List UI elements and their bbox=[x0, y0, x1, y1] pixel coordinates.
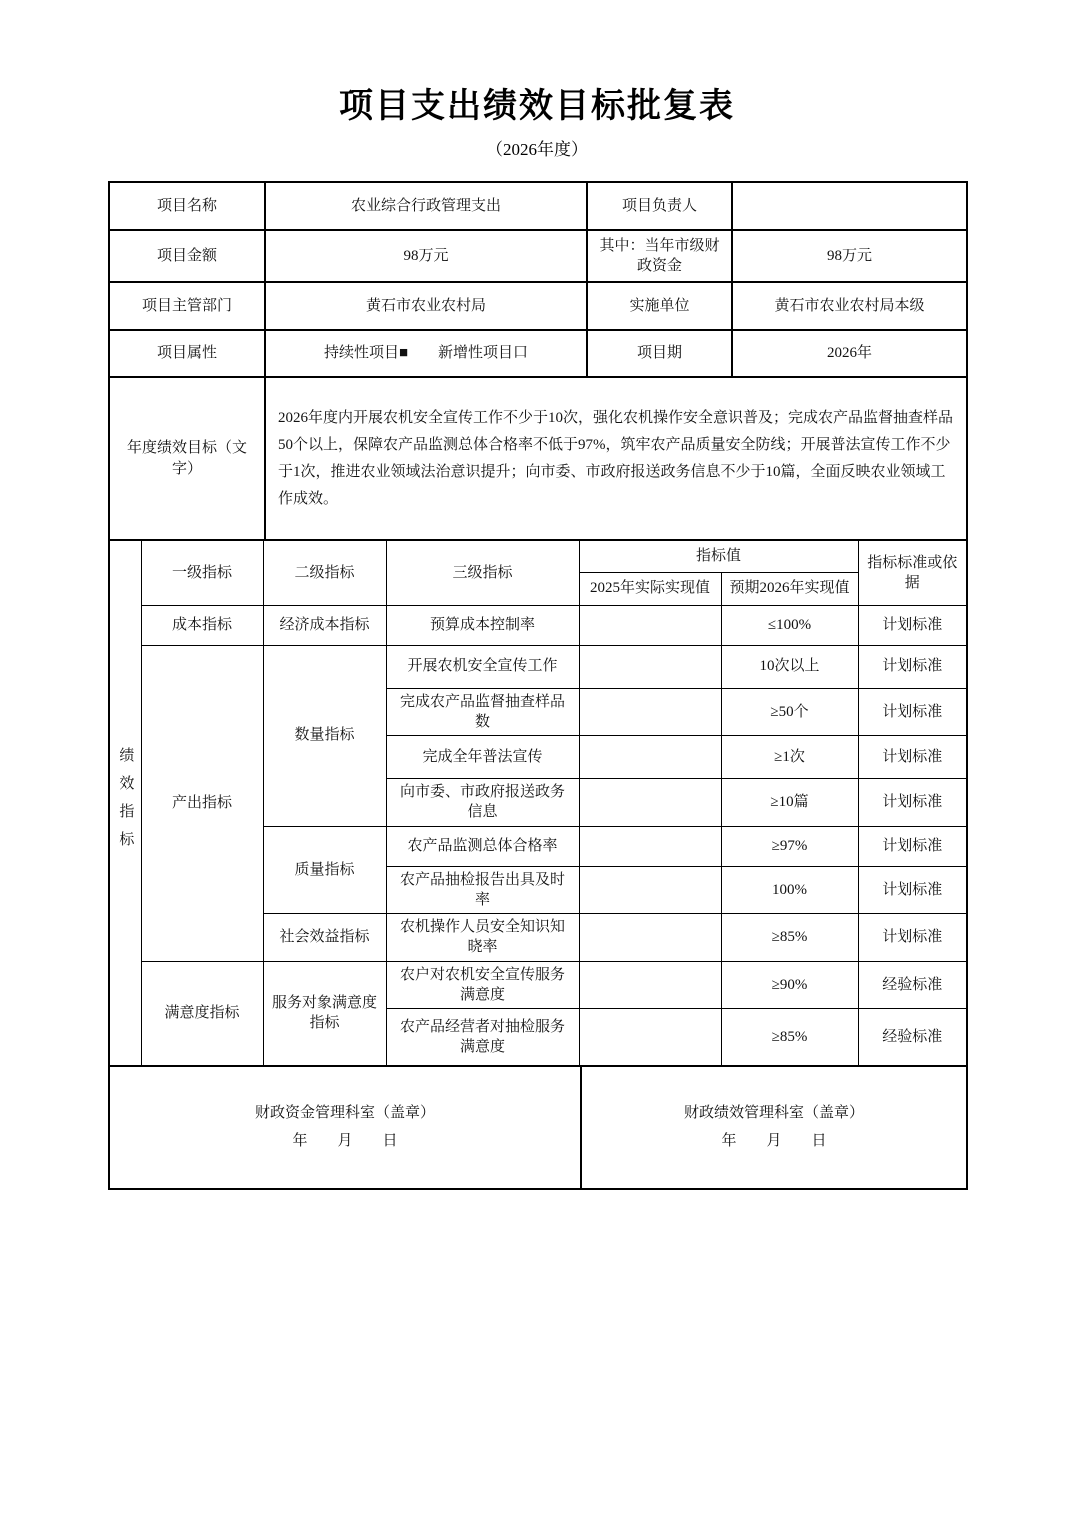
level1-cell: 满意度指标 bbox=[141, 961, 263, 1066]
project-period-label: 项目期 bbox=[587, 330, 732, 377]
annual-goal-label: 年度绩效目标（文字） bbox=[109, 377, 265, 540]
level3-cell: 向市委、市政府报送政务信息 bbox=[386, 779, 579, 827]
supervisor-dept-value: 黄石市农业农村局 bbox=[265, 282, 587, 330]
performance-management-date: 年 月 日 bbox=[721, 1133, 827, 1149]
expected-2026-cell: ≥90% bbox=[721, 961, 858, 1009]
annual-goal-text: 2026年度内开展农机安全宣传工作不少于10次，强化农机操作安全意识普及；完成农产品监督抽查样品50个以上，保障农产品监测总体合格率不低于97%，筑牢农产品质量安全防线；开展普法宣传工作不少于1次，推进农业领域法治意识提升；向市委、市政府报送政务信息不少于10篇，全面反映农业领域工作成效。 bbox=[265, 377, 967, 540]
supervisor-dept-label: 项目主管部门 bbox=[109, 282, 265, 330]
actual-2025-cell bbox=[579, 736, 721, 779]
fund-management-date: 年 月 日 bbox=[292, 1133, 398, 1149]
indicator-row bbox=[109, 605, 967, 645]
expected-2026-cell: ≥1次 bbox=[721, 736, 858, 779]
project-leader-label: 项目负责人 bbox=[587, 182, 732, 230]
signoff-row bbox=[109, 1066, 967, 1189]
level1-cell: 成本指标 bbox=[141, 605, 263, 645]
expected-2026-cell: ≤100% bbox=[721, 605, 858, 645]
table-row bbox=[109, 230, 967, 282]
actual-2025-cell bbox=[579, 645, 721, 688]
approval-form bbox=[108, 181, 966, 1190]
project-name-value: 农业综合行政管理支出 bbox=[265, 182, 587, 230]
standard-header: 指标标准或依据 bbox=[858, 540, 967, 605]
expected-2026-cell: ≥10篇 bbox=[721, 779, 858, 827]
city-fund-label: 其中：当年市级财政资金 bbox=[587, 230, 732, 282]
actual-2025-cell bbox=[579, 605, 721, 645]
actual-2025-cell bbox=[579, 1009, 721, 1066]
project-period-value: 2026年 bbox=[732, 330, 967, 377]
indicators-header-row bbox=[109, 540, 967, 572]
project-amount-value: 98万元 bbox=[265, 230, 587, 282]
project-leader-value bbox=[732, 182, 967, 230]
page-title: 项目支出绩效目标批复表 bbox=[339, 88, 735, 125]
level1-cell: 产出指标 bbox=[141, 645, 263, 961]
standard-cell: 经验标准 bbox=[858, 961, 967, 1009]
fund-management-signoff bbox=[109, 1066, 581, 1189]
level3-cell: 完成全年普法宣传 bbox=[386, 736, 579, 779]
page-subtitle: （2026年度） bbox=[486, 140, 588, 159]
standard-cell: 计划标准 bbox=[858, 779, 967, 827]
performance-management-signoff bbox=[581, 1066, 967, 1189]
actual-2025-cell bbox=[579, 779, 721, 827]
actual-2025-header: 2025年实际实现值 bbox=[579, 572, 721, 605]
project-info-table bbox=[108, 181, 968, 541]
standard-cell: 经验标准 bbox=[858, 1009, 967, 1066]
standard-cell: 计划标准 bbox=[858, 688, 967, 736]
standard-cell: 计划标准 bbox=[858, 645, 967, 688]
level3-cell: 农机操作人员安全知识知晓率 bbox=[386, 914, 579, 962]
project-attribute-label: 项目属性 bbox=[109, 330, 265, 377]
level3-header: 三级指标 bbox=[386, 540, 579, 605]
level2-cell: 经济成本指标 bbox=[263, 605, 386, 645]
expected-2026-cell: 10次以上 bbox=[721, 645, 858, 688]
actual-2025-cell bbox=[579, 826, 721, 866]
level3-cell: 农产品监测总体合格率 bbox=[386, 826, 579, 866]
actual-2025-cell bbox=[579, 866, 721, 914]
level3-cell: 预算成本控制率 bbox=[386, 605, 579, 645]
level3-cell: 农产品抽检报告出具及时率 bbox=[386, 866, 579, 914]
level1-header: 一级指标 bbox=[141, 540, 263, 605]
signoff-table bbox=[108, 1065, 968, 1190]
level3-cell: 完成农产品监督抽查样品数 bbox=[386, 688, 579, 736]
table-row bbox=[109, 377, 967, 540]
project-name-label: 项目名称 bbox=[109, 182, 265, 230]
standard-cell: 计划标准 bbox=[858, 605, 967, 645]
performance-indicators-side-label: 绩效指标 bbox=[109, 540, 141, 1066]
expected-2026-cell: ≥85% bbox=[721, 1009, 858, 1066]
expected-2026-cell: 100% bbox=[721, 866, 858, 914]
actual-2025-cell bbox=[579, 961, 721, 1009]
table-row bbox=[109, 282, 967, 330]
implement-unit-value: 黄石市农业农村局本级 bbox=[732, 282, 967, 330]
level3-cell: 农产品经营者对抽检服务满意度 bbox=[386, 1009, 579, 1066]
level2-cell: 社会效益指标 bbox=[263, 914, 386, 962]
indicator-row bbox=[109, 645, 967, 688]
level2-header: 二级指标 bbox=[263, 540, 386, 605]
indicators-table bbox=[108, 539, 968, 1067]
table-row bbox=[109, 182, 967, 230]
level2-cell: 服务对象满意度指标 bbox=[263, 961, 386, 1066]
standard-cell: 计划标准 bbox=[858, 736, 967, 779]
performance-management-title: 财政绩效管理科室（盖章） bbox=[683, 1104, 864, 1121]
expected-2026-cell: ≥97% bbox=[721, 826, 858, 866]
table-row bbox=[109, 330, 967, 377]
fund-management-title: 财政资金管理科室（盖章） bbox=[254, 1104, 435, 1121]
standard-cell: 计划标准 bbox=[858, 914, 967, 962]
indicator-value-header: 指标值 bbox=[579, 540, 858, 572]
level2-cell: 数量指标 bbox=[263, 645, 386, 826]
project-amount-label: 项目金额 bbox=[109, 230, 265, 282]
standard-cell: 计划标准 bbox=[858, 826, 967, 866]
project-attribute-value: 持续性项目■ 新增性项目口 bbox=[265, 330, 587, 377]
implement-unit-label: 实施单位 bbox=[587, 282, 732, 330]
level3-cell: 农户对农机安全宣传服务满意度 bbox=[386, 961, 579, 1009]
standard-cell: 计划标准 bbox=[858, 866, 967, 914]
actual-2025-cell bbox=[579, 688, 721, 736]
expected-2026-cell: ≥85% bbox=[721, 914, 858, 962]
expected-2026-header: 预期2026年实现值 bbox=[721, 572, 858, 605]
indicator-row bbox=[109, 961, 967, 1009]
level3-cell: 开展农机安全宣传工作 bbox=[386, 645, 579, 688]
expected-2026-cell: ≥50个 bbox=[721, 688, 858, 736]
actual-2025-cell bbox=[579, 914, 721, 962]
city-fund-value: 98万元 bbox=[732, 230, 967, 282]
level2-cell: 质量指标 bbox=[263, 826, 386, 914]
